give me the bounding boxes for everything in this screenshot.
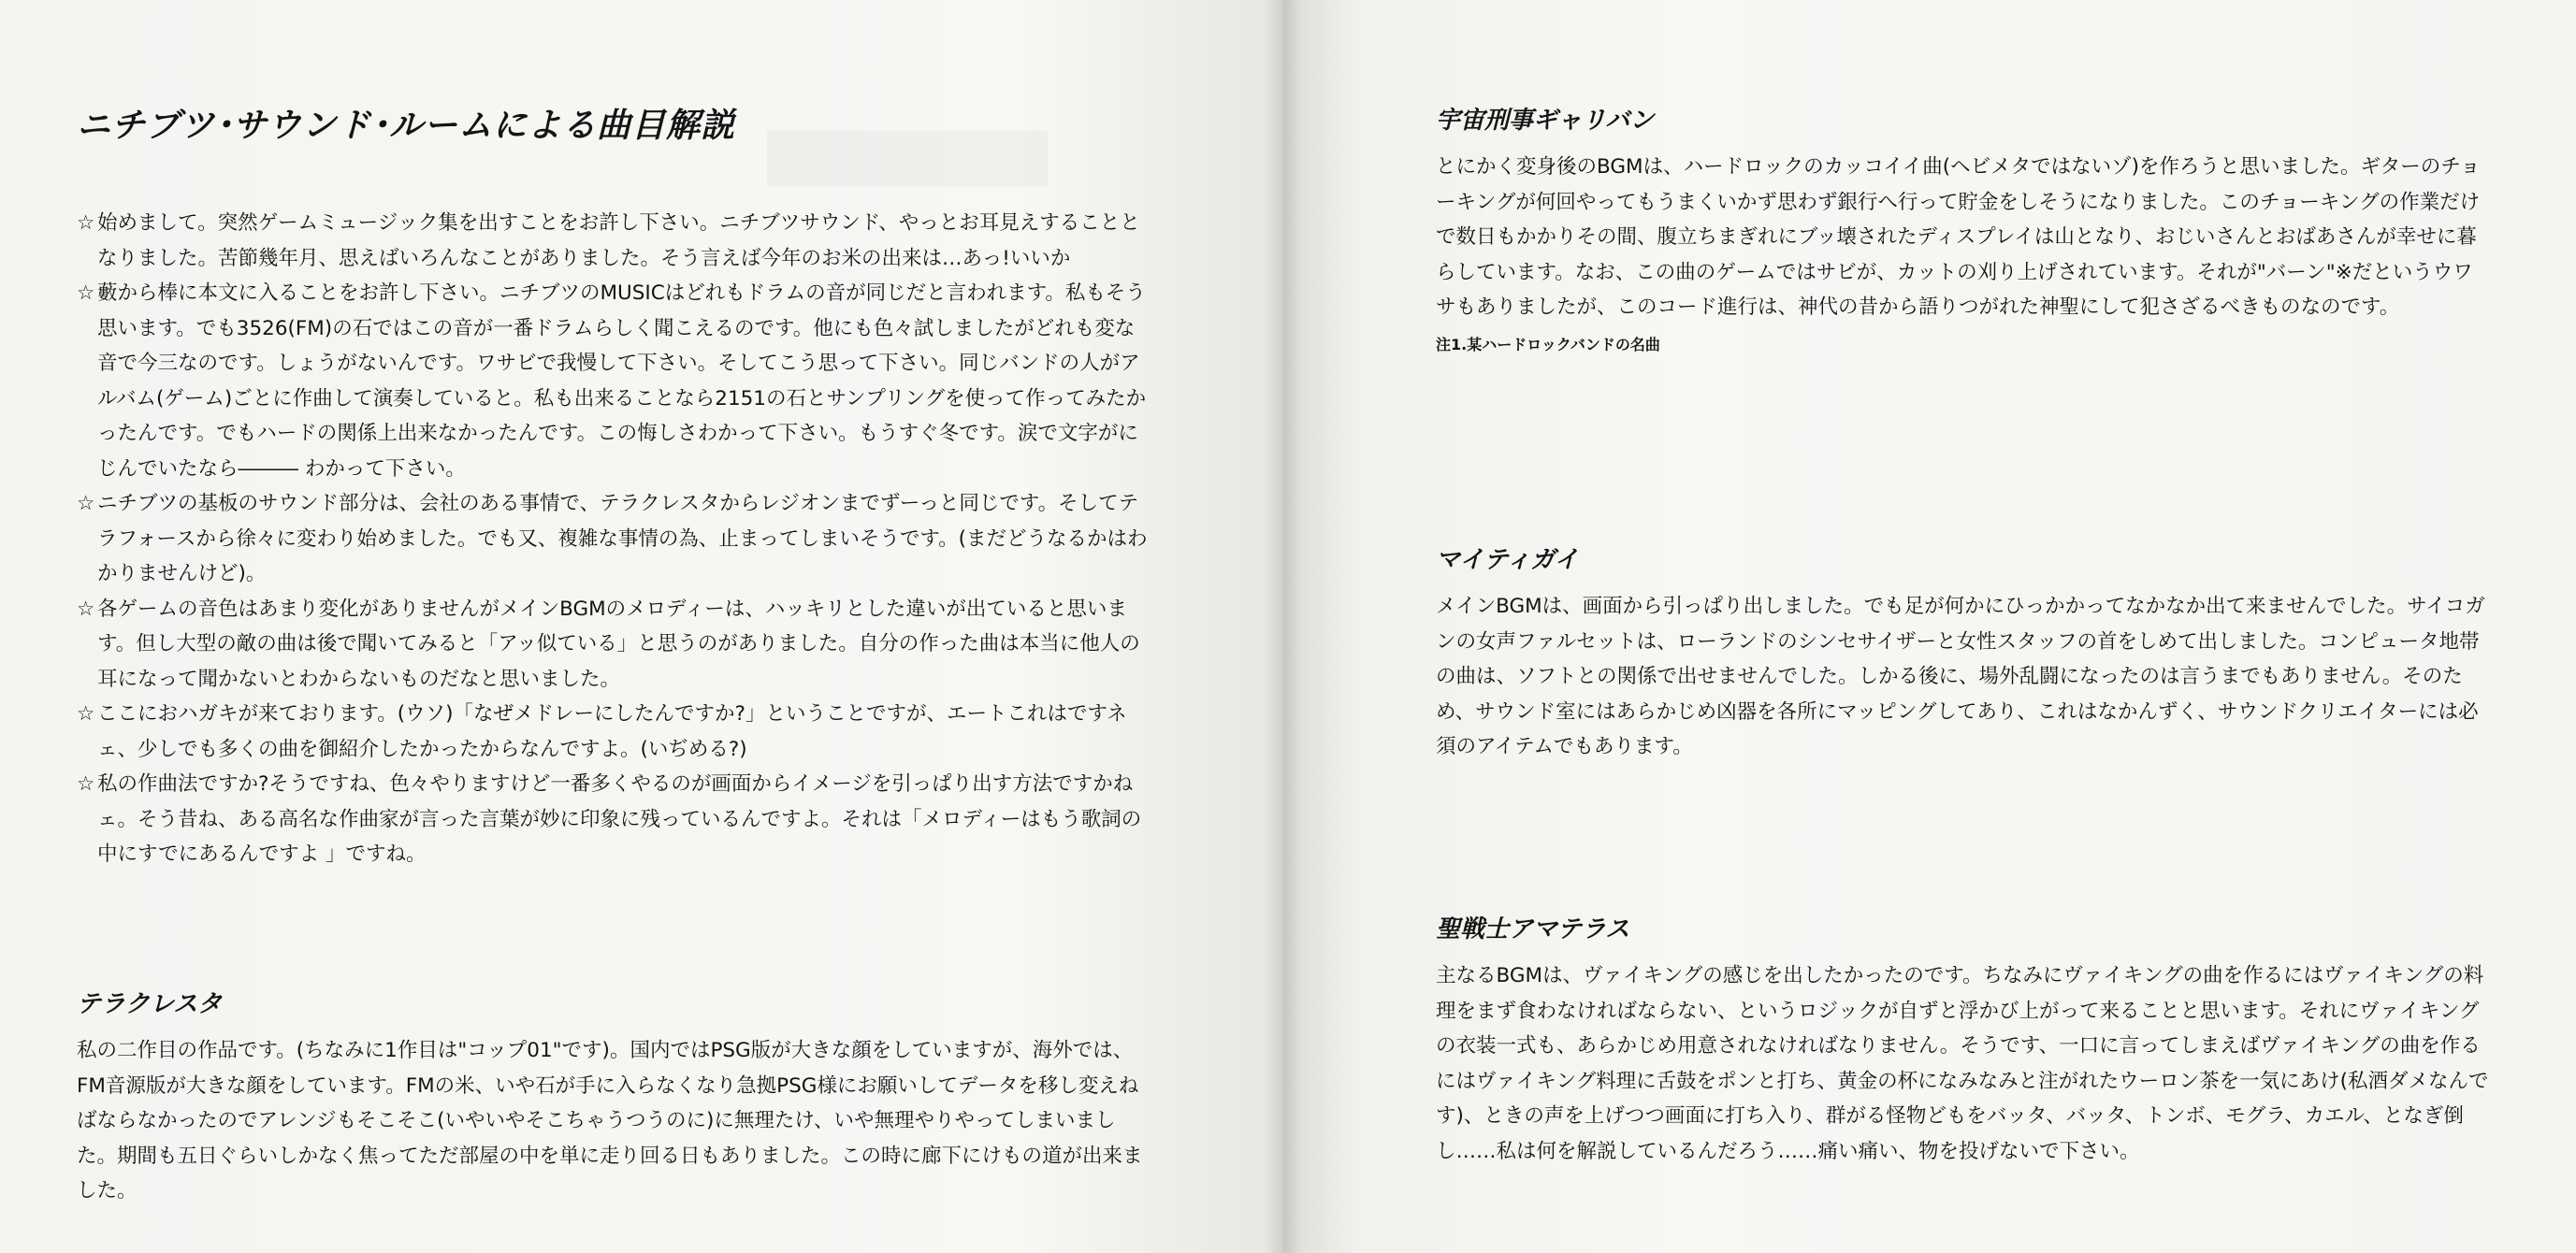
- section-title: テラクレスタ: [77, 990, 223, 1018]
- intro-note: ☆ 始めまして。突然ゲームミュージック集を出すことをお許し下さい。ニチブツサウンド、やっとお耳見えすることとなりました。苦節幾年月、思えばいろんなことがありました。そう言えば今年のお米の出来は…あっ!いいか: [77, 206, 1152, 276]
- page-gutter: [1265, 0, 1302, 1253]
- intro-notes-list: [77, 206, 1152, 872]
- intro-note: ☆ 藪から棒に本文に入ることをお許し下さい。ニチブツのMUSICはどれもドラムの音が同じだと言われます。私もそう思います。でも3526(FM)の石ではこの音が一番ドラムらしく聞こえるのです。他にも色々試しましたがどれも変な音で今三なのです。しょうがないんです。ワサビで我慢して下さい。そしてこう思って下さい。同じバンドの人がアルバム(ゲーム)ごとに作曲して演奏していると。私も出来ることなら2151の石とサンプリングを使って作ってみたかったんです。でもハードの関係上出来なかったんです。この悔しさわかって下さい。もうすぐ冬です。涙で文字がにじんでいたなら――― わかって下さい。: [77, 276, 1152, 486]
- section-body: メインBGMは、画面から引っぱり出しました。でも足が何かにひっかかってなかなか出て来ませんでした。サイコガンの女声ファルセットは、ローランドのシンセサイザーと女性スタッフの首をしめて出しました。コンピュータ地帯の曲は、ソフトとの関係で出せませんでした。しかる後に、場外乱闘になったのは言うまでもありません。そのため、サウンド室にはあらかじめ凶器を各所にマッピングしてあり、これはなかんずく、サウンドクリエイターには必須のアイテムでもあります。: [1436, 595, 2485, 758]
- section-body: 私の二作目の作品です。(ちなみに1作目は"コップ01"です)。国内ではPSG版が大きな顔をしていますが、海外では、FM音源版が大きな顔をしています。FMの米、いや石が手に入らなくなり急拠PSG様にお願いしてデータを移し変えねばならなかったのでアレンジもそこそこ(いやいやそこちゃうつうのに)に無理たけ、いや無理やりやってしまいました。期間も五日ぐらいしかなく焦ってただ部屋の中を単に走り回る日もありました。この時に廊下にけもの道が出来ました。: [77, 1039, 1143, 1203]
- section-body: とにかく変身後のBGMは、ハードロックのカッコイイ曲(ヘビメタではないゾ)を作ろうと思いました。ギターのチョーキングが何回やってもうまくいかず思わず銀行へ行って貯金をしそうになりました。このチョーキングの作業だけで数日もかかりその間、腹立ちまぎれにブッ壊されたディスプレイは山となり、おじいさんとおばあさんが幸せに暮らしています。なお、この曲のゲームではサビが、カットの刈り上げされています。それが"バーン"※だというウワサもありましたが、このコード進行は、神代の昔から語りつがれた神聖にして犯さざるべきものなのです。: [1436, 155, 2481, 319]
- star-bullet-icon: ☆: [77, 281, 95, 305]
- intro-note: ☆ ここにおハガキが来ております。(ウソ)「なぜメドレーにしたんですか?」ということですが、エートこれはですネェ、少しでも多くの曲を御紹介したかったからなんですよ。(いぢめる?): [77, 697, 1152, 767]
- intro-note: ☆ ニチブツの基板のサウンド部分は、会社のある事情で、テラクレスタからレジオンまでずーっと同じです。そしてテラフォースから徐々に変わり始めました。でも又、複雑な事情の為、止まってしまいそうです。(まだどうなるかはわかりませんけど)。: [77, 486, 1152, 592]
- section-seisenshi-amaterasu: [1436, 912, 2493, 1169]
- star-bullet-icon: ☆: [77, 492, 95, 515]
- left-column: [77, 103, 1152, 872]
- section-title: 聖戦士アマテラス: [1436, 915, 1630, 943]
- intro-note: ☆ 各ゲームの音色はあまり変化がありませんがメインBGMのメロディーは、ハッキリとした違いが出ていると思います。但し大型の敵の曲は後で聞いてみると「アッ似ている」と思うのがありました。自分の作った曲は本当に他人の耳になって聞かないとわからないものだなと思いました。: [77, 592, 1152, 698]
- footnote: 注1.某ハードロックバンドの名曲: [1436, 335, 1660, 353]
- star-bullet-icon: ☆: [77, 211, 95, 235]
- star-bullet-icon: ☆: [77, 702, 95, 726]
- section-mighty-guy: [1436, 542, 2493, 765]
- section-title: 宇宙刑事ギャリバン: [1436, 107, 1655, 135]
- section-title: マイティガイ: [1436, 546, 1579, 574]
- section-terracresta: [77, 987, 1152, 1209]
- star-bullet-icon: ☆: [77, 772, 95, 796]
- page-title: ニチブツ･サウンド･ルームによる曲目解説: [77, 107, 736, 145]
- section-body: 主なるBGMは、ヴァイキングの感じを出したかったのです。ちなみにヴァイキングの曲を作るにはヴァイキングの料理をまず食わなければならない、というロジックが自ずと浮かび上がって来ることと思います。それにヴァイキングの衣装一式も、あらかじめ用意されなければなりません。そうです、一口に言ってしまえばヴァイキングの曲を作るにはヴァイキング料理に舌鼓をポンと打ち、黄金の杯になみなみと注がれたウーロン茶を一気にあけ(私酒ダメなんです)、ときの声を上げつつ画面に打ち入り、群がる怪物どもをバッタ、バッタ、トンボ、モグラ、カエル、となぎ倒し……私は何を解説しているんだろう……痛い痛い、物を投げないで下さい。: [1436, 964, 2489, 1163]
- star-bullet-icon: ☆: [77, 597, 95, 621]
- intro-note: ☆ 私の作曲法ですか?そうですね、色々やりますけど一番多くやるのが画面からイメージを引っぱり出す方法ですかねェ。そう昔ね、ある高名な作曲家が言った言葉が妙に印象に残っているんですよ。それは「メロディーはもう歌詞の中にすでにあるんですよ 」ですね。: [77, 767, 1152, 872]
- section-uchu-keiji-gyaban: [1436, 103, 2493, 359]
